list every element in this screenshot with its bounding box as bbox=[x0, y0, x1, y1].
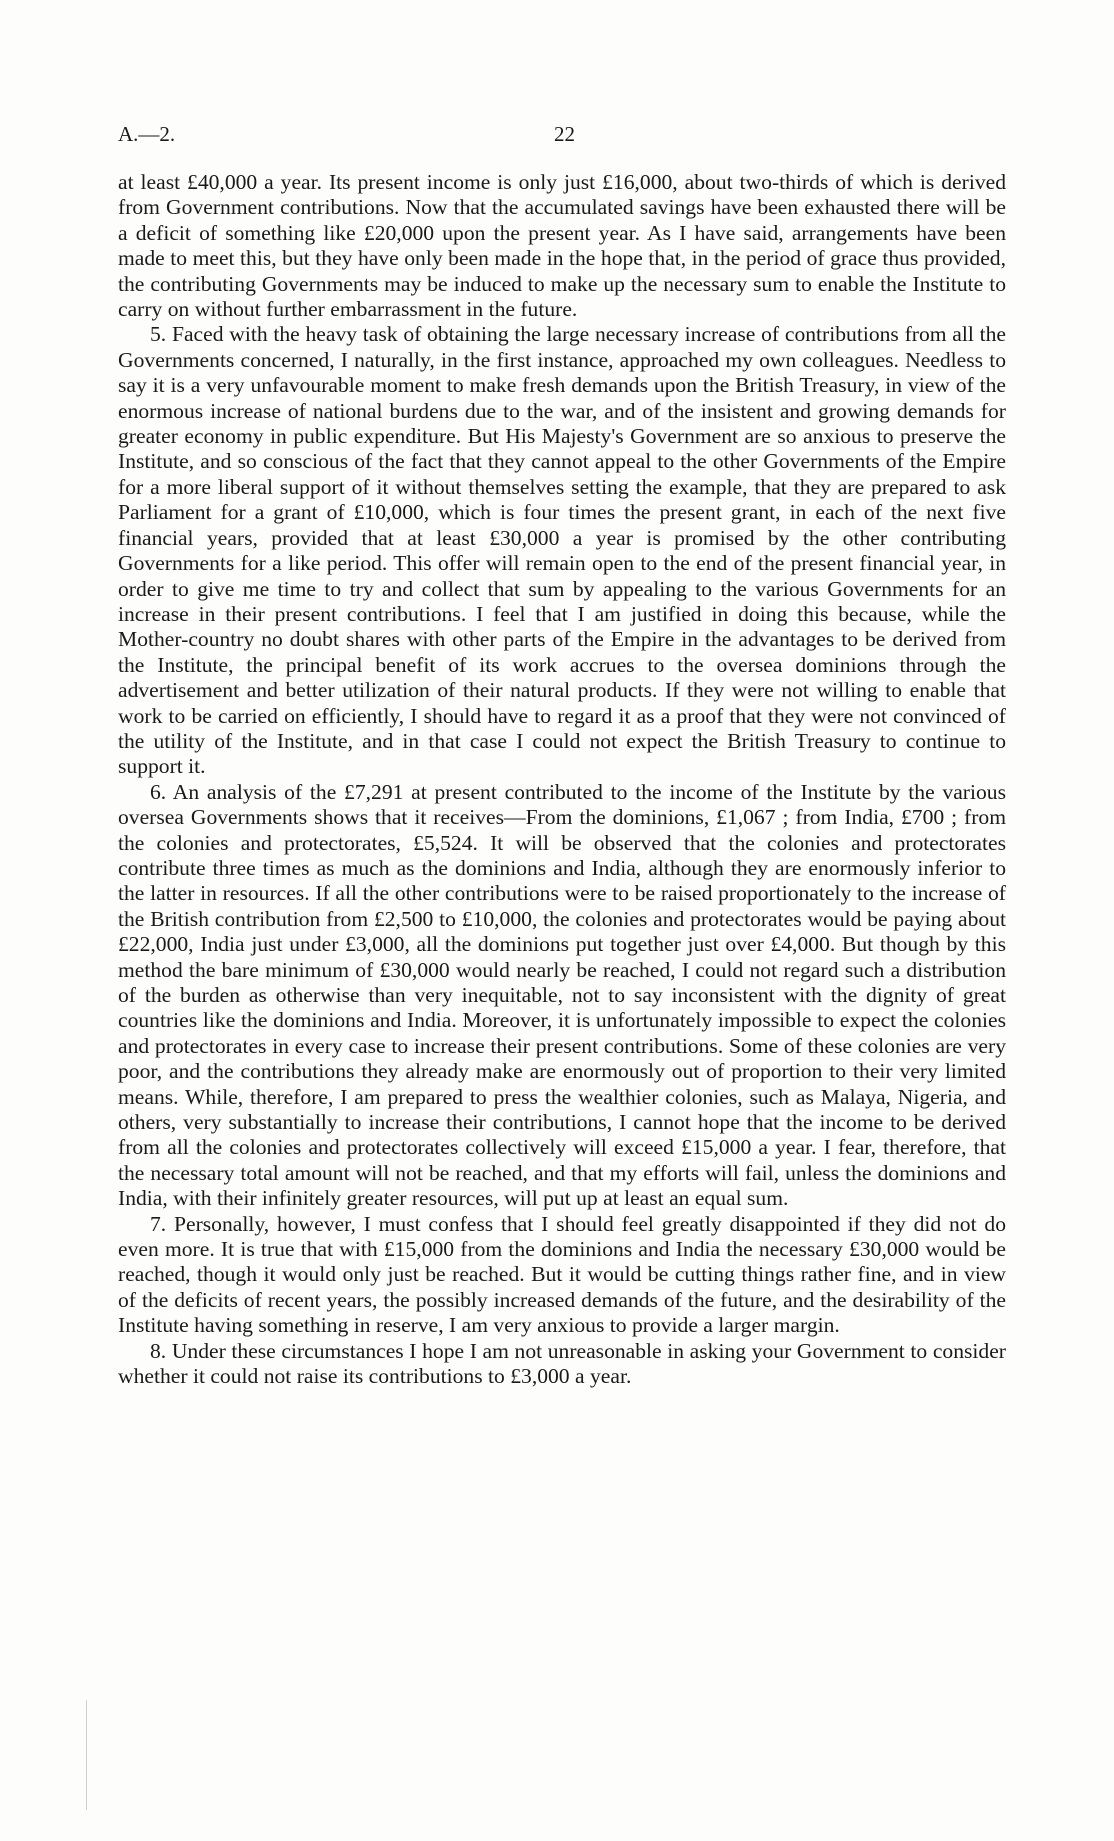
paragraph-7: 7. Personally, however, I must confess that I should feel greatly disappointed if they did not do even more. It is true that with £15,000 from the dominions and India the necessary £30,000 would be reached, though it would only just be reached. But it would be cutting things rather fine, and in view of the deficits of recent years, the possibly increased demands of the future, and the desirability of the Institute having something in reserve, I am very anxious to provide a larger margin. bbox=[118, 1211, 1006, 1338]
document-reference: A.—2. bbox=[118, 122, 176, 146]
page-number: 22 bbox=[554, 122, 575, 146]
page-header bbox=[118, 122, 1006, 152]
paragraph-8: 8. Under these circumstances I hope I am not unreasonable in asking your Government to consider whether it could not raise its contributions to £3,000 a year. bbox=[118, 1338, 1006, 1389]
body-text bbox=[118, 170, 1006, 1390]
paragraph-continued: at least £40,000 a year. Its present income is only just £16,000, about two-thirds of which is derived from Government contributions. Now that the accumulated savings have been exhausted there will be a deficit of something like £20,000 upon the present year. As I have said, arrangements have been made to meet this, but they have only been made in the hope that, in the period of grace thus provided, the contributing Governments may be induced to make up the necessary sum to enable the Institute to carry on without further embarrassment in the future. bbox=[118, 170, 1006, 322]
paragraph-6: 6. An analysis of the £7,291 at present contributed to the income of the Institute by the various oversea Governments shows that it receives—From the dominions, £1,067 ; from India, £700 ; from the colonies and protectorates, £5,524. It will be observed that the colonies and protectorates contribute three times as much as the dominions and India, although they are enormously inferior to the latter in resources. If all the other contributions were to be raised proportionately to the increase of the British contribution from £2,500 to £10,000, the colonies and protectorates would be paying about £22,000, India just under £3,000, all the dominions put together just over £4,000. But though by this method the bare minimum of £30,000 would nearly be reached, I could not regard such a distribution of the burden as otherwise than very inequitable, not to say inconsistent with the dignity of great countries like the dominions and India. Moreover, it is unfortunately impossible to expect the colonies and protectorates in every case to increase their present contributions. Some of these colonies are very poor, and the contributions they already make are enormously out of proportion to their very limited means. While, therefore, I am prepared to press the wealthier colonies, such as Malaya, Nigeria, and others, very substantially to increase their contributions, I cannot hope that the income to be derived from all the colonies and protectorates collectively will exceed £15,000 a year. I fear, therefore, that the necessary total amount will not be reached, and that my efforts will fail, unless the dominions and India, with their infinitely greater resources, will put up at least an equal sum. bbox=[118, 779, 1006, 1211]
paragraph-5: 5. Faced with the heavy task of obtaining the large necessary increase of contributions from all the Governments concerned, I naturally, in the first instance, approached my own colleagues. Needless to say it is a very unfavourable moment to make fresh demands upon the British Treasury, in view of the enormous increase of national burdens due to the war, and of the insistent and growing demands for greater economy in public expenditure. But His Majesty's Government are so anxious to preserve the Institute, and so conscious of the fact that they cannot appeal to the other Governments of the Empire for a more liberal support of it without themselves setting the example, that they are prepared to ask Parliament for a grant of £10,000, which is four times the present grant, in each of the next five financial years, provided that at least £30,000 a year is promised by the other contributing Governments for a like period. This offer will remain open to the end of the present financial year, in order to give me time to try and collect that sum by appealing to the various Governments for an increase in their present contributions. I feel that I am justified in doing this because, while the Mother-country no doubt shares with other parts of the Empire in the advantages to be derived from the Institute, the principal benefit of its work accrues to the oversea dominions through the advertisement and better utilization of their natural products. If they were not willing to enable that work to be carried on efficiently, I should have to regard it as a proof that they were not convinced of the utility of the Institute, and in that case I could not expect the British Treasury to continue to support it. bbox=[118, 322, 1006, 779]
scan-margin-line bbox=[86, 1700, 87, 1810]
